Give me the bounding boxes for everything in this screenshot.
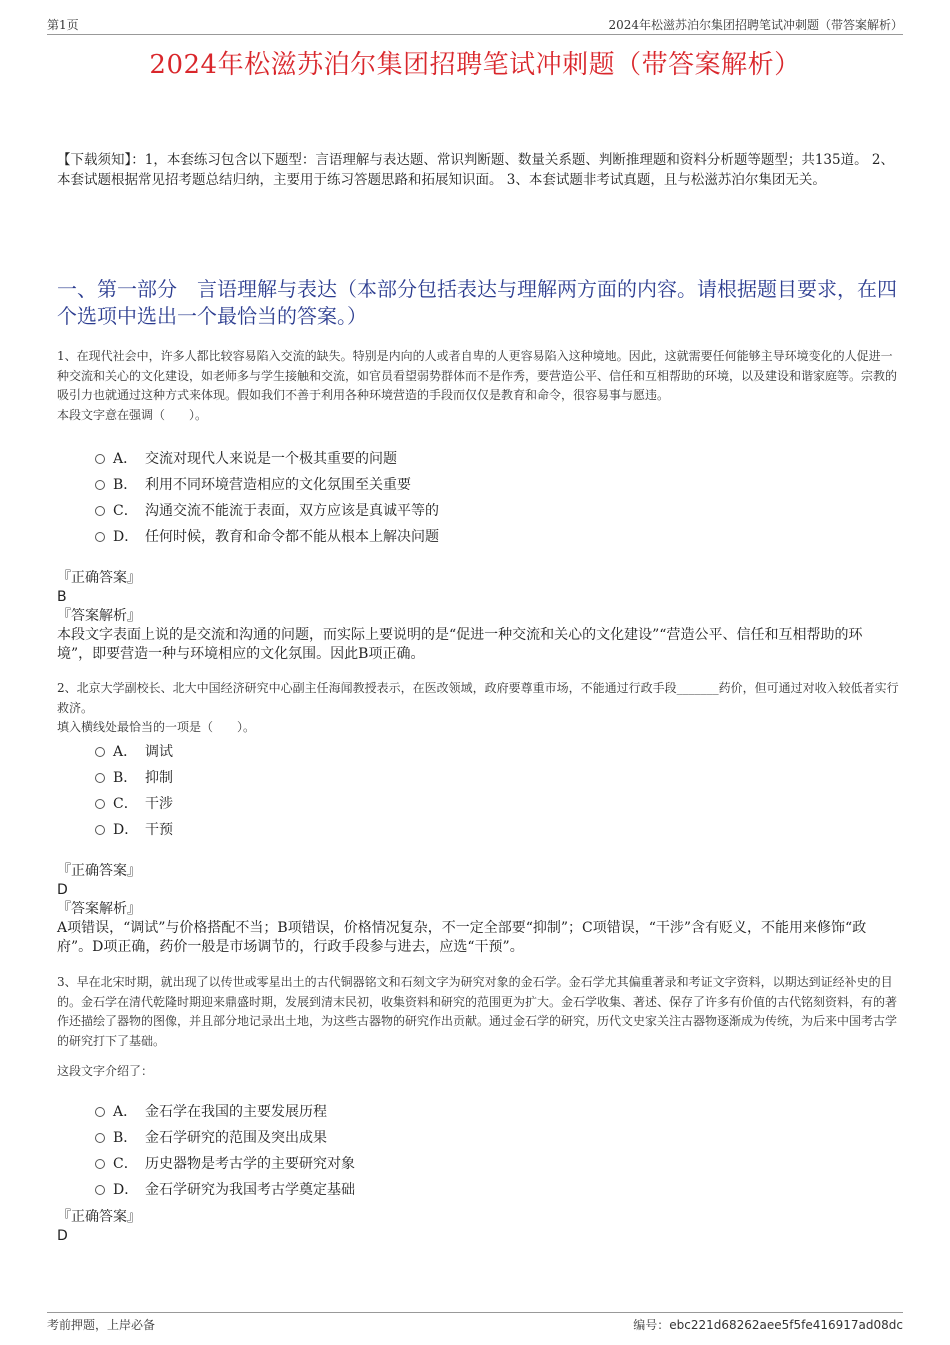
answer-label: 『正确答案』: [57, 1209, 141, 1225]
section-heading: 一、第一部分 言语理解与表达（本部分包括表达与理解两方面的内容。请根据题目要求，在四个选项中选出一个最恰当的答案。）: [57, 277, 897, 328]
option-a[interactable]: [95, 1099, 355, 1125]
question-3-answer-block: [57, 1208, 897, 1246]
page-footer: [47, 1312, 903, 1338]
analysis-label: 『答案解析』: [57, 608, 141, 624]
correct-answer: D: [57, 882, 68, 898]
option-letter: B．: [113, 477, 138, 493]
analysis-label: 『答案解析』: [57, 901, 141, 917]
analysis-text: 本段文字表面上说的是交流和沟通的问题，而实际上要说明的是“促进一种交流和关心的文化建设”“营造公平、信任和互相帮助的环境”，即要营造一种与环境相应的文化氛围。因此B项正确。: [57, 627, 863, 662]
option-text: 干预: [145, 822, 173, 838]
question-3: [57, 973, 902, 1082]
option-text: 金石学在我国的主要发展历程: [145, 1104, 327, 1120]
option-text: 历史器物是考古学的主要研究对象: [145, 1156, 355, 1172]
radio-icon[interactable]: [95, 747, 105, 757]
footer-slogan: 考前押题，上岸必备: [47, 1318, 156, 1332]
question-2: [57, 679, 902, 738]
question-3-options: [95, 1099, 355, 1203]
header-doc-title: 2024年松滋苏泊尔集团招聘笔试冲刺题（带答案解析）: [608, 18, 903, 32]
option-letter: A．: [113, 1104, 138, 1120]
page-number: 第1页: [47, 18, 79, 32]
option-b[interactable]: [95, 765, 173, 791]
option-d[interactable]: [95, 1177, 355, 1203]
question-stem: 3、早在北宋时期，就出现了以传世或零星出土的古代铜器铭文和石刻文字为研究对象的金石学。金石学尤其偏重著录和考证文字资料，以期达到证经补史的目的。金石学在清代乾隆时期迎来鼎盛时期，发展到清末民初，收集资料和研究的范围更为扩大。金石学收集、著述、保存了许多有价值的古代铭刻资料，有的著作还描绘了器物的图像，并且部分地记录出土地，为这些古器物的研究作出贡献。通过金石学的研究，历代文史家关注古器物逐渐成为传统，为后来中国考古学的研究打下了基础。: [57, 975, 898, 1048]
question-prompt: 这段文字介绍了：: [57, 1064, 154, 1078]
option-c[interactable]: [95, 791, 173, 817]
question-1-options: [95, 446, 439, 550]
radio-icon[interactable]: [95, 1185, 105, 1195]
option-letter: A．: [113, 744, 138, 760]
radio-icon[interactable]: [95, 1107, 105, 1117]
radio-icon[interactable]: [95, 825, 105, 835]
option-letter: C．: [113, 1156, 138, 1172]
option-letter: D．: [113, 529, 139, 545]
option-letter: D．: [113, 1182, 139, 1198]
radio-icon[interactable]: [95, 532, 105, 542]
option-letter: D．: [113, 822, 139, 838]
option-letter: B．: [113, 1130, 138, 1146]
radio-icon[interactable]: [95, 454, 105, 464]
option-text: 抑制: [145, 770, 173, 786]
radio-icon[interactable]: [95, 799, 105, 809]
analysis-text: A项错误，“调试”与价格搭配不当；B项错误，价格情况复杂，不一定全部要“抑制”；C项错误，“干涉”含有贬义，不能用来修饰“政府”。D项正确，药价一般是市场调节的，行政手段参与进去，应选“干预”。: [57, 920, 867, 955]
option-letter: C．: [113, 796, 138, 812]
option-a[interactable]: [95, 446, 439, 472]
question-prompt: 填入横线处最恰当的一项是（ ）。: [57, 720, 256, 734]
option-d[interactable]: [95, 524, 439, 550]
radio-icon[interactable]: [95, 506, 105, 516]
option-text: 调试: [145, 744, 173, 760]
option-text: 干涉: [145, 796, 173, 812]
document-title: 2024年松滋苏泊尔集团招聘笔试冲刺题（带答案解析）: [149, 50, 801, 80]
option-text: 金石学研究为我国考古学奠定基础: [145, 1182, 355, 1198]
footer-code: [633, 1316, 903, 1333]
question-1-answer-block: [57, 569, 897, 664]
option-text: 金石学研究的范围及突出成果: [145, 1130, 327, 1146]
correct-answer: D: [57, 1228, 68, 1244]
correct-answer: B: [57, 589, 67, 605]
option-text: 交流对现代人来说是一个极其重要的问题: [145, 451, 397, 467]
radio-icon[interactable]: [95, 1133, 105, 1143]
question-1: [57, 347, 902, 425]
option-b[interactable]: [95, 472, 439, 498]
option-c[interactable]: [95, 498, 439, 524]
question-2-options: [95, 739, 173, 843]
option-text: 利用不同环境营造相应的文化氛围至关重要: [145, 477, 411, 493]
option-text: 任何时候，教育和命令都不能从根本上解决问题: [145, 529, 439, 545]
download-notice: 【下载须知】：1，本套练习包含以下题型：言语理解与表达题、常识判断题、数量关系题、判断推理题和资料分析题等题型；共135道。 2、本套试题根据常见招考题总结归纳，主要用于练习答题思路和拓展知识面。 3、本套试题非考试真题，且与松滋苏泊尔集团无关。: [57, 152, 894, 188]
radio-icon[interactable]: [95, 773, 105, 783]
code-label: 编号：: [633, 1318, 670, 1332]
option-b[interactable]: [95, 1125, 355, 1151]
answer-label: 『正确答案』: [57, 570, 141, 586]
option-letter: C．: [113, 503, 138, 519]
radio-icon[interactable]: [95, 1159, 105, 1169]
question-stem: 1、在现代社会中，许多人都比较容易陷入交流的缺失。特别是内向的人或者自卑的人更容易陷入这种境地。因此，这就需要任何能够主导环境变化的人促进一种交流和关心的文化建设，如老师多与学生接触和交流，如官员看望弱势群体而不是作秀，要营造公平、信任和互相帮助的环境，以及建设和谐家庭等。宗教的吸引力也就通过这种方式来体现。假如我们不善于利用各种环境营造的手段而仅仅是教育和命令，很容易事与愿违。: [57, 349, 898, 402]
question-2-answer-block: [57, 862, 897, 957]
radio-icon[interactable]: [95, 480, 105, 490]
option-d[interactable]: [95, 817, 173, 843]
option-a[interactable]: [95, 739, 173, 765]
question-stem: 2、北京大学副校长、北大中国经济研究中心副主任海闻教授表示，在医改领域，政府要尊重市场，不能通过行政手段_______药价，但可通过对收入较低者实行救济。: [57, 681, 899, 715]
code-value: ebc221d68262aee5f5fe416917ad08dc: [669, 1318, 903, 1332]
option-text: 沟通交流不能流于表面，双方应该是真诚平等的: [145, 503, 439, 519]
option-letter: B．: [113, 770, 138, 786]
option-letter: A．: [113, 451, 138, 467]
answer-label: 『正确答案』: [57, 863, 141, 879]
page-header: [47, 14, 903, 35]
option-c[interactable]: [95, 1151, 355, 1177]
question-prompt: 本段文字意在强调（ ）。: [57, 407, 208, 422]
